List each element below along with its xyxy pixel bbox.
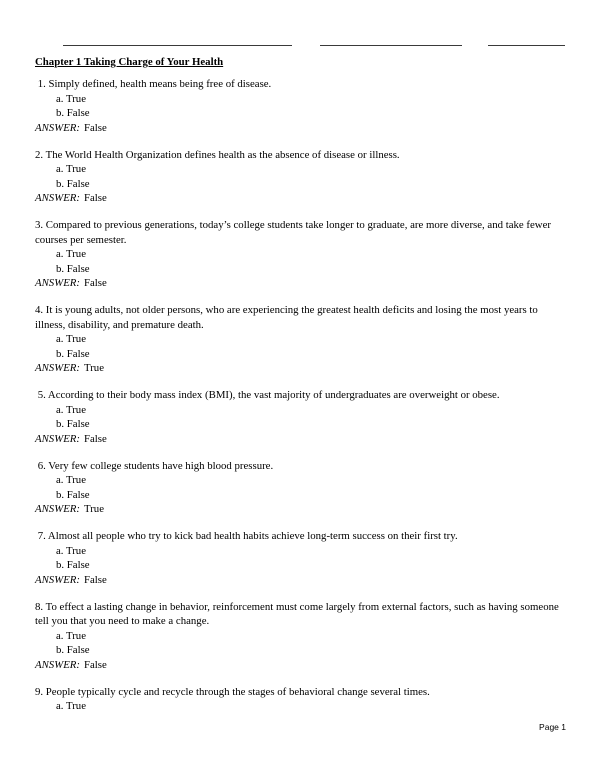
answer-option: b. False [56,488,90,501]
answer-line [35,361,580,376]
answer-value: False [83,192,107,204]
question-4 [35,303,580,376]
answer-value: True [83,362,104,374]
question-text-line: tell you that you need to make a change. [35,615,210,627]
question-2 [35,148,580,206]
blank-line-1 [63,45,292,46]
answer-line [35,502,580,517]
question-list [35,77,580,726]
answer-option: b. False [56,644,90,656]
answer-option: a. True [56,403,86,416]
answer-option: b. False [56,418,90,430]
question-text-line: 5. According to their body mass index (BMI), the vast majority of undergraduates are overweight or obese. [35,389,500,401]
answer-value: False [83,573,107,586]
answer-option: a. True [56,544,86,557]
answer-option: b. False [56,262,90,275]
question-text-line: 9. People typically cycle and recycle through the stages of behavioral change several times. [35,685,430,698]
answer-line [35,573,580,588]
answer-label: ANSWER: [35,432,80,445]
question-text-line: 4. It is young adults, not older persons, who are experiencing the greatest health deficits and losing the most years to [35,304,538,316]
answer-value: False [83,432,107,445]
answer-option: b. False [56,107,90,119]
page-number: Page 1 [539,722,566,732]
answer-value: False [83,121,107,134]
answer-label: ANSWER: [35,277,80,289]
answer-label: ANSWER: [35,658,80,671]
question-text-line: 6. Very few college students have high blood pressure. [35,459,274,472]
question-7 [35,529,580,587]
question-3 [35,218,580,291]
answer-label: ANSWER: [35,362,80,374]
answer-line [35,276,580,291]
blank-line-2 [320,45,462,46]
answer-label: ANSWER: [35,573,80,586]
answer-line [35,432,580,447]
answer-option: a. True [56,163,86,175]
question-text-line: courses per semester. [35,233,127,246]
answer-value: False [83,277,107,289]
answer-option: b. False [56,347,90,360]
answer-option: b. False [56,559,90,571]
answer-option: a. True [56,92,86,105]
answer-line [35,658,580,673]
question-text-line: 3. Compared to previous generations, today’s college students take longer to graduate, are more diverse, and take fewer [35,219,551,231]
question-text-line: 1. Simply defined, health means being free of disease. [35,78,272,90]
answer-value: False [83,658,107,671]
answer-option: b. False [56,177,90,190]
answer-value: True [83,503,104,515]
answer-option: a. True [56,333,86,345]
answer-option: a. True [56,248,86,260]
question-text-line: illness, disability, and premature death. [35,318,204,331]
question-1 [35,77,580,135]
answer-option: a. True [56,629,86,642]
question-text-line: 2. The World Health Organization defines health as the absence of disease or illness. [35,148,400,161]
answer-line [35,121,580,136]
question-5 [35,388,580,446]
question-9 [35,685,580,714]
question-text-line: 8. To effect a lasting change in behavior, reinforcement must come largely from external factors, such as having someone [35,600,559,613]
question-text-line: 7. Almost all people who try to kick bad health habits achieve long-term success on their first try. [35,530,458,542]
chapter-title: Chapter 1 Taking Charge of Your Health [35,56,224,68]
answer-option: a. True [56,700,86,712]
answer-label: ANSWER: [35,503,80,515]
answer-label: ANSWER: [35,121,80,134]
question-6 [35,459,580,517]
blank-line-3 [488,45,565,46]
answer-label: ANSWER: [35,192,80,204]
answer-option: a. True [56,474,86,486]
question-8 [35,600,580,673]
answer-line [35,191,580,206]
